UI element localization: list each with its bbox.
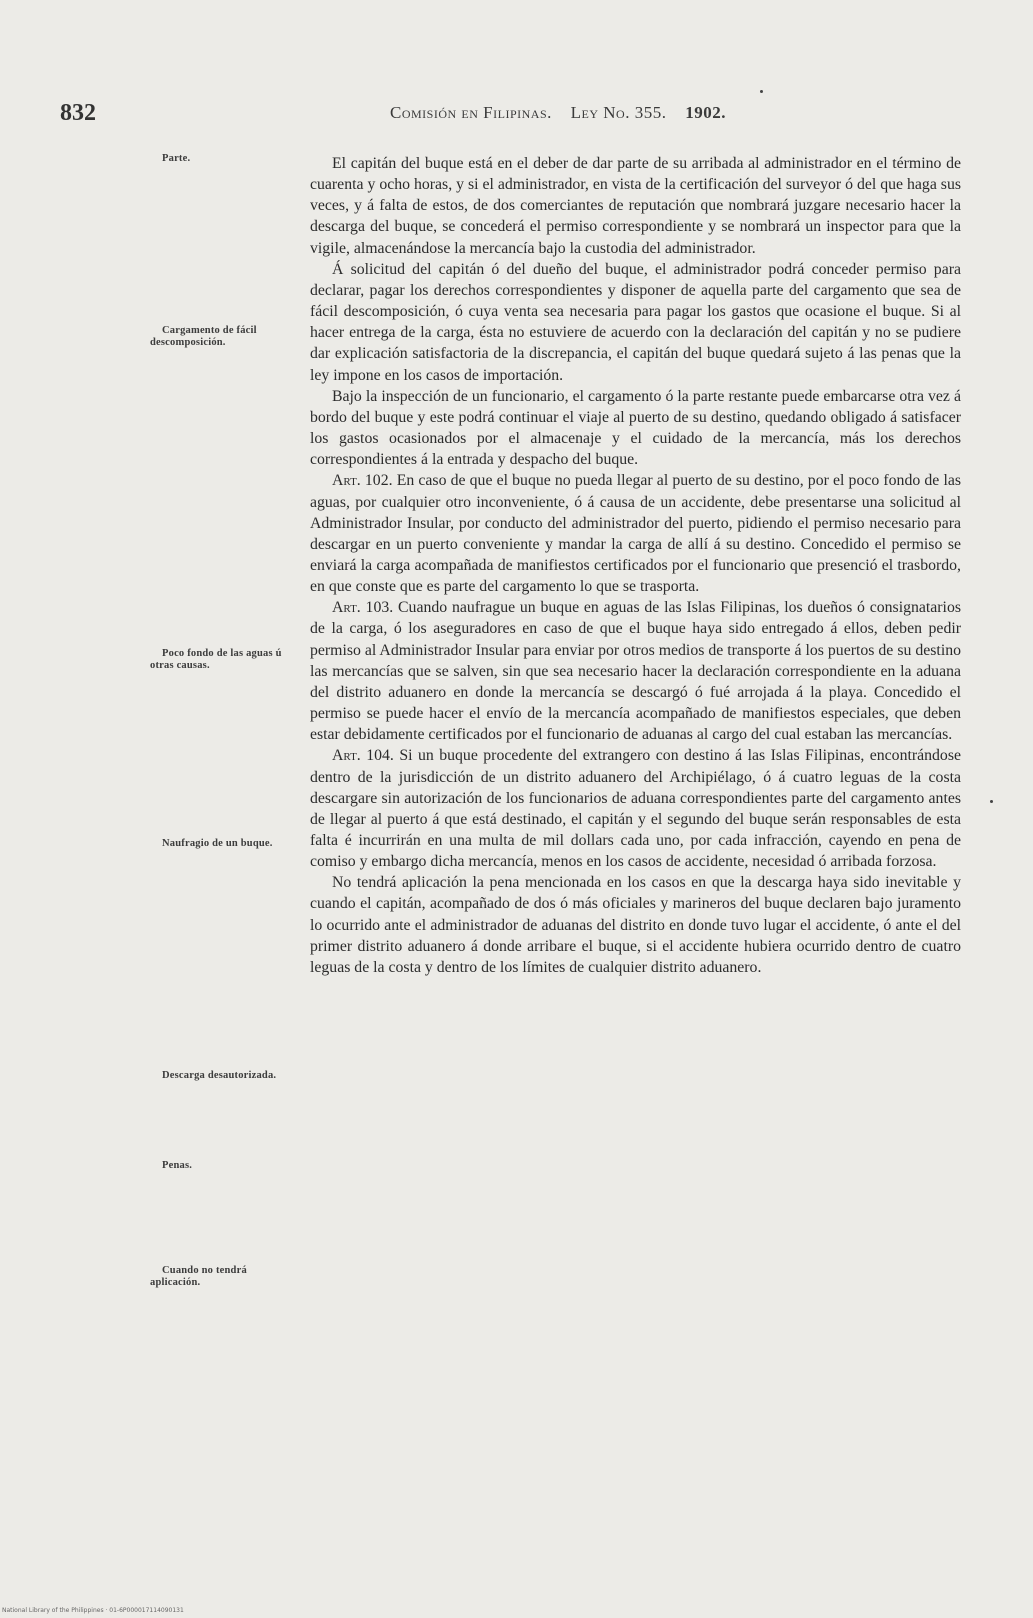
paragraph-text: Bajo la inspección de un funcionario, el cargamento ó la parte restante puede embarcarse otra vez á bordo del buque y este podrá continuar el viaje al puerto de su destino, quedando obligado á satisfacer los gastos ocasionados por el almacenaje y el cuidado de la mercancía, más los derechos correspondientes á la entrada y despacho del buque. [310,387,961,469]
paragraph-text: Cuando naufrague un buque en aguas de las Islas Filipinas, los dueños ó consignatarios de la carga, ó los aseguradores en caso de que el buque haya sido entregado á ellos, deben pedir permiso al Administrador Insular para enviar por otros medios de transporte á los puertos de su destino las mercancías que se salven, sin que sea necesario hacer la declaración correspondiente en la aduana del distrito aduanero en donde la mercancía se descargó ó fué arrojada á la playa. Concedido el permiso se puede hacer el envío de la mercancía acompañado de manifiestos especiales, que deben estar debidamente certificados por el funcionario de aduanas al cargo del cual estaban las mercancías. [310,599,961,744]
margin-note-cargamento: Cargamento de fácil descomposición. [150,325,257,348]
margin-note-descarga: Descarga desautorizada. [162,1070,277,1081]
running-head-year: 1902. [685,103,726,122]
paragraph-text: Á solicitud del capitán ó del dueño del buque, el administrador podrá conceder permiso para declarar, pagar los derechos correspondientes y disponer de aquella parte del cargamento que sea de fácil descomposición, ó cuya venta sea necesaria para pagar los gastos que ocasione el buque. Si al hacer entrega de la carga, ésta no estuviere de acuerdo con la declaración del capitán y no se pudiere dar explicación satisfactoria de la discrepancia, el capitán del buque quedará sujeto á las penas que la ley impone en los casos de importación. [310,260,961,384]
paragraph-art-104 [310,745,961,872]
paragraph-art-103 [310,597,961,745]
paragraph-2 [310,259,961,386]
margin-note-penas: Penas. [162,1160,193,1171]
scan-footer: National Library of the Philippines · 01-6P000017114090131 [2,1607,184,1614]
paragraph-3 [310,386,961,471]
paragraph-7 [310,872,961,978]
paragraph-text: En caso de que el buque no pueda llegar al puerto de su destino, por el poco fondo de las aguas, por cualquier otro inconveniente, ó á causa de un accidente, debe presentarse una solicitud al Administrador Insular, por conducto del administrador del puerto, pidiendo el permiso necesario para descargar en un puerto conveniente y mandar la carga de allí á su destino. Concedido el permiso se enviará la carga acompañada de manifiestos certificados por el funcionario que presenció el trasbordo, en que conste que es parte del cargamento lo que se trasporta. [310,472,961,596]
paragraph-art-102 [310,470,961,597]
paragraph-text: Si un buque procedente del extrangero con destino á las Islas Filipinas, encontrándose dentro de la jurisdicción de un distrito aduanero del Archipiélago, ó á cuatro leguas de la costa descargare sin autorización de los funcionarios de aduana correspondientes parte del cargamento antes de llegar al puerto á que está destinado, el capitán y el segundo del buque serán responsables de esta falta é incurrirán en una multa de mil dollars cada uno, por cada infracción, cayendo en pena de comiso y embargo dicha mercancía, menos en los casos de accidente, necesidad ó arribada forzosa. [310,747,961,871]
running-head-title: Comisión en Filipinas. [390,103,552,122]
margin-notes [0,0,300,1618]
margin-note-cuando: Cuando no tendrá aplicación. [150,1265,247,1288]
scan-speck [990,800,993,803]
page-number: 832 [60,100,96,126]
paragraph-text: El capitán del buque está en el deber de dar parte de su arribada al administrador en el término de cuarenta y ocho horas, y si el administrador, en vista de la certificación del surveyor ó del que haga sus veces, y á falta de estos, de dos comerciantes de reputación que nombrará juzgare necesario hacer la descarga del buque, se concederá el permiso correspondiente y se nombrará un inspector para que la vigile, almacenándose la mercancía bajo la custodia del administrador. [310,155,961,257]
margin-note-parte: Parte. [162,153,191,164]
margin-note-poco-fondo: Poco fondo de las aguas ú otras causas. [150,648,282,671]
article-number: Art. 103. [332,599,394,617]
article-number: Art. 102. [332,472,393,490]
scan-speck [760,90,763,93]
running-head [390,103,740,123]
body-text [310,153,961,978]
running-head-law: Ley No. 355. [570,103,667,122]
paragraph-1 [310,153,961,259]
article-number: Art. 104. [332,747,394,765]
paragraph-text: No tendrá aplicación la pena mencionada en los casos en que la descarga haya sido inevitable y cuando el capitán, acompañado de dos ó más oficiales y marineros del buque declaren bajo juramento lo ocurrido ante el administrador de aduanas del distrito en donde tuvo lugar el accidente, ó ante el del primer distrito aduanero á donde arribare el buque, si el accidente hubiera ocurrido dentro de cuatro leguas de la costa y dentro de los límites de cualquier distrito aduanero. [310,874,961,976]
margin-note-naufragio: Naufragio de un buque. [162,838,273,849]
